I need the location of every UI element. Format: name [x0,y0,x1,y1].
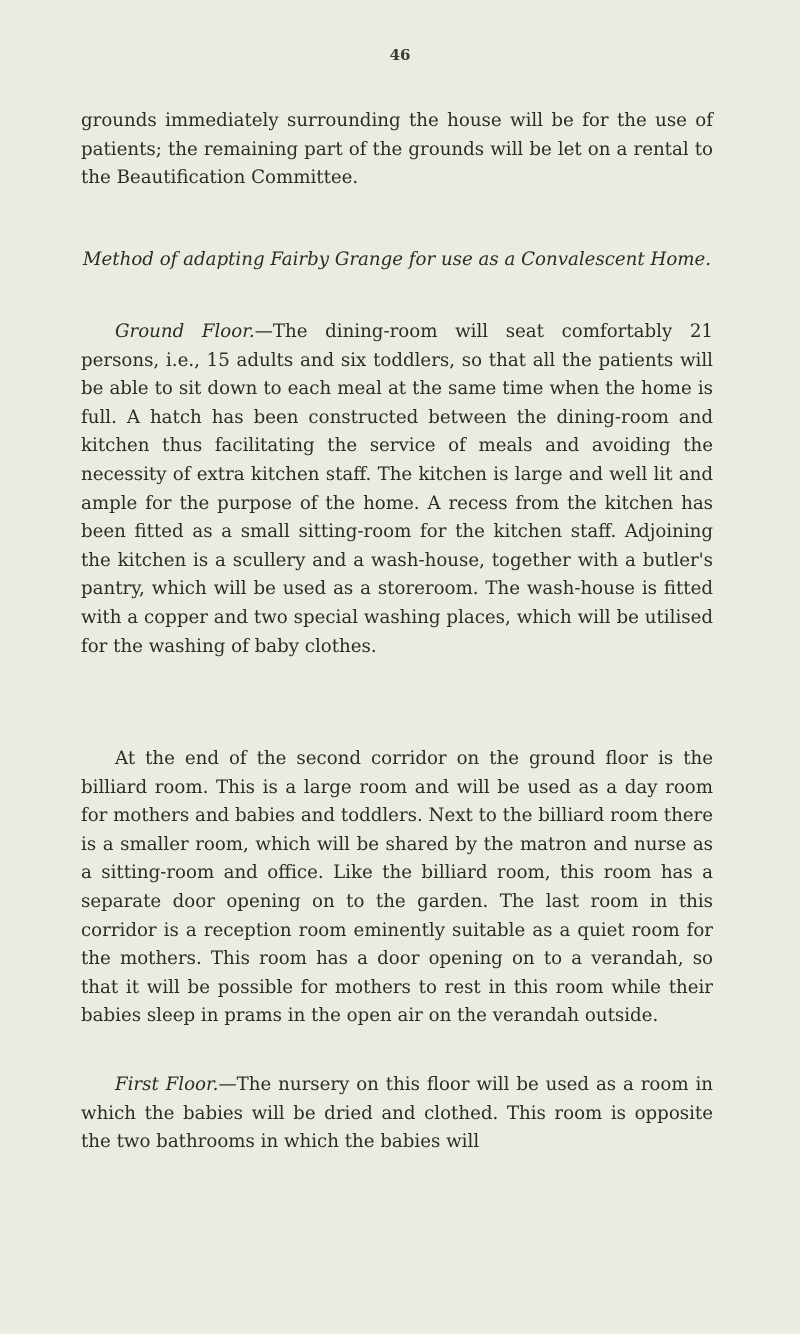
ground-floor-text: —The dining-room will seat comfortably 21 persons, i.e., 15 adults and six toddlers, so that all the patients will be able to sit down to each meal at the same time when the home is full. A hatch has been constructed between the dining-room and kitchen thus facilitating the service of meals and avoiding the necessity of extra kitchen staff. The kitchen is large and well lit and ample for the purpose of the home. A recess from the kitchen has been fitted as a small sitting-room for the kitchen staff. Adjoining the kitchen is a scullery and a wash-house, together with a butler's pantry, which will be used as a storeroom. The wash-house is fitted with a copper and two special washing places, which will be utilised for the washing of baby clothes. [81,321,713,657]
paragraph-ground-floor [81,318,713,661]
paragraph-first-floor [81,1071,713,1157]
page-number: 46 [389,46,411,64]
paragraph-grounds: grounds immediately surrounding the house will be for the use of patients; the remaining part of the grounds will be let on a rental to the Beautification Committee. [81,110,713,189]
ground-floor-label: Ground Floor. [115,321,255,342]
first-floor-label: First Floor. [115,1074,219,1095]
paragraph-corridor: At the end of the second corridor on the ground floor is the billiard room. This is a large room and will be used as a day room for mothers and babies and toddlers. Next to the billiard room there is a smaller room, which will be shared by the matron and nurse as a sitting-room and office. Like the billiard room, this room has a separate door opening on to the garden. The last room in this corridor is a reception room eminently suitable as a quiet room for the mothers. This room has a door opening on to a verandah, so that it will be possible for mothers to rest in this room while their babies sleep in prams in the open air on the verandah outside. [81,748,713,1027]
section-heading: Method of adapting Fairby Grange for use as a Convalescent Home. [82,249,712,270]
first-floor-text: —The nursery on this floor will be used as a room in which the babies will be dried and clothed. This room is opposite the two bathrooms in which the babies will [81,1074,713,1153]
